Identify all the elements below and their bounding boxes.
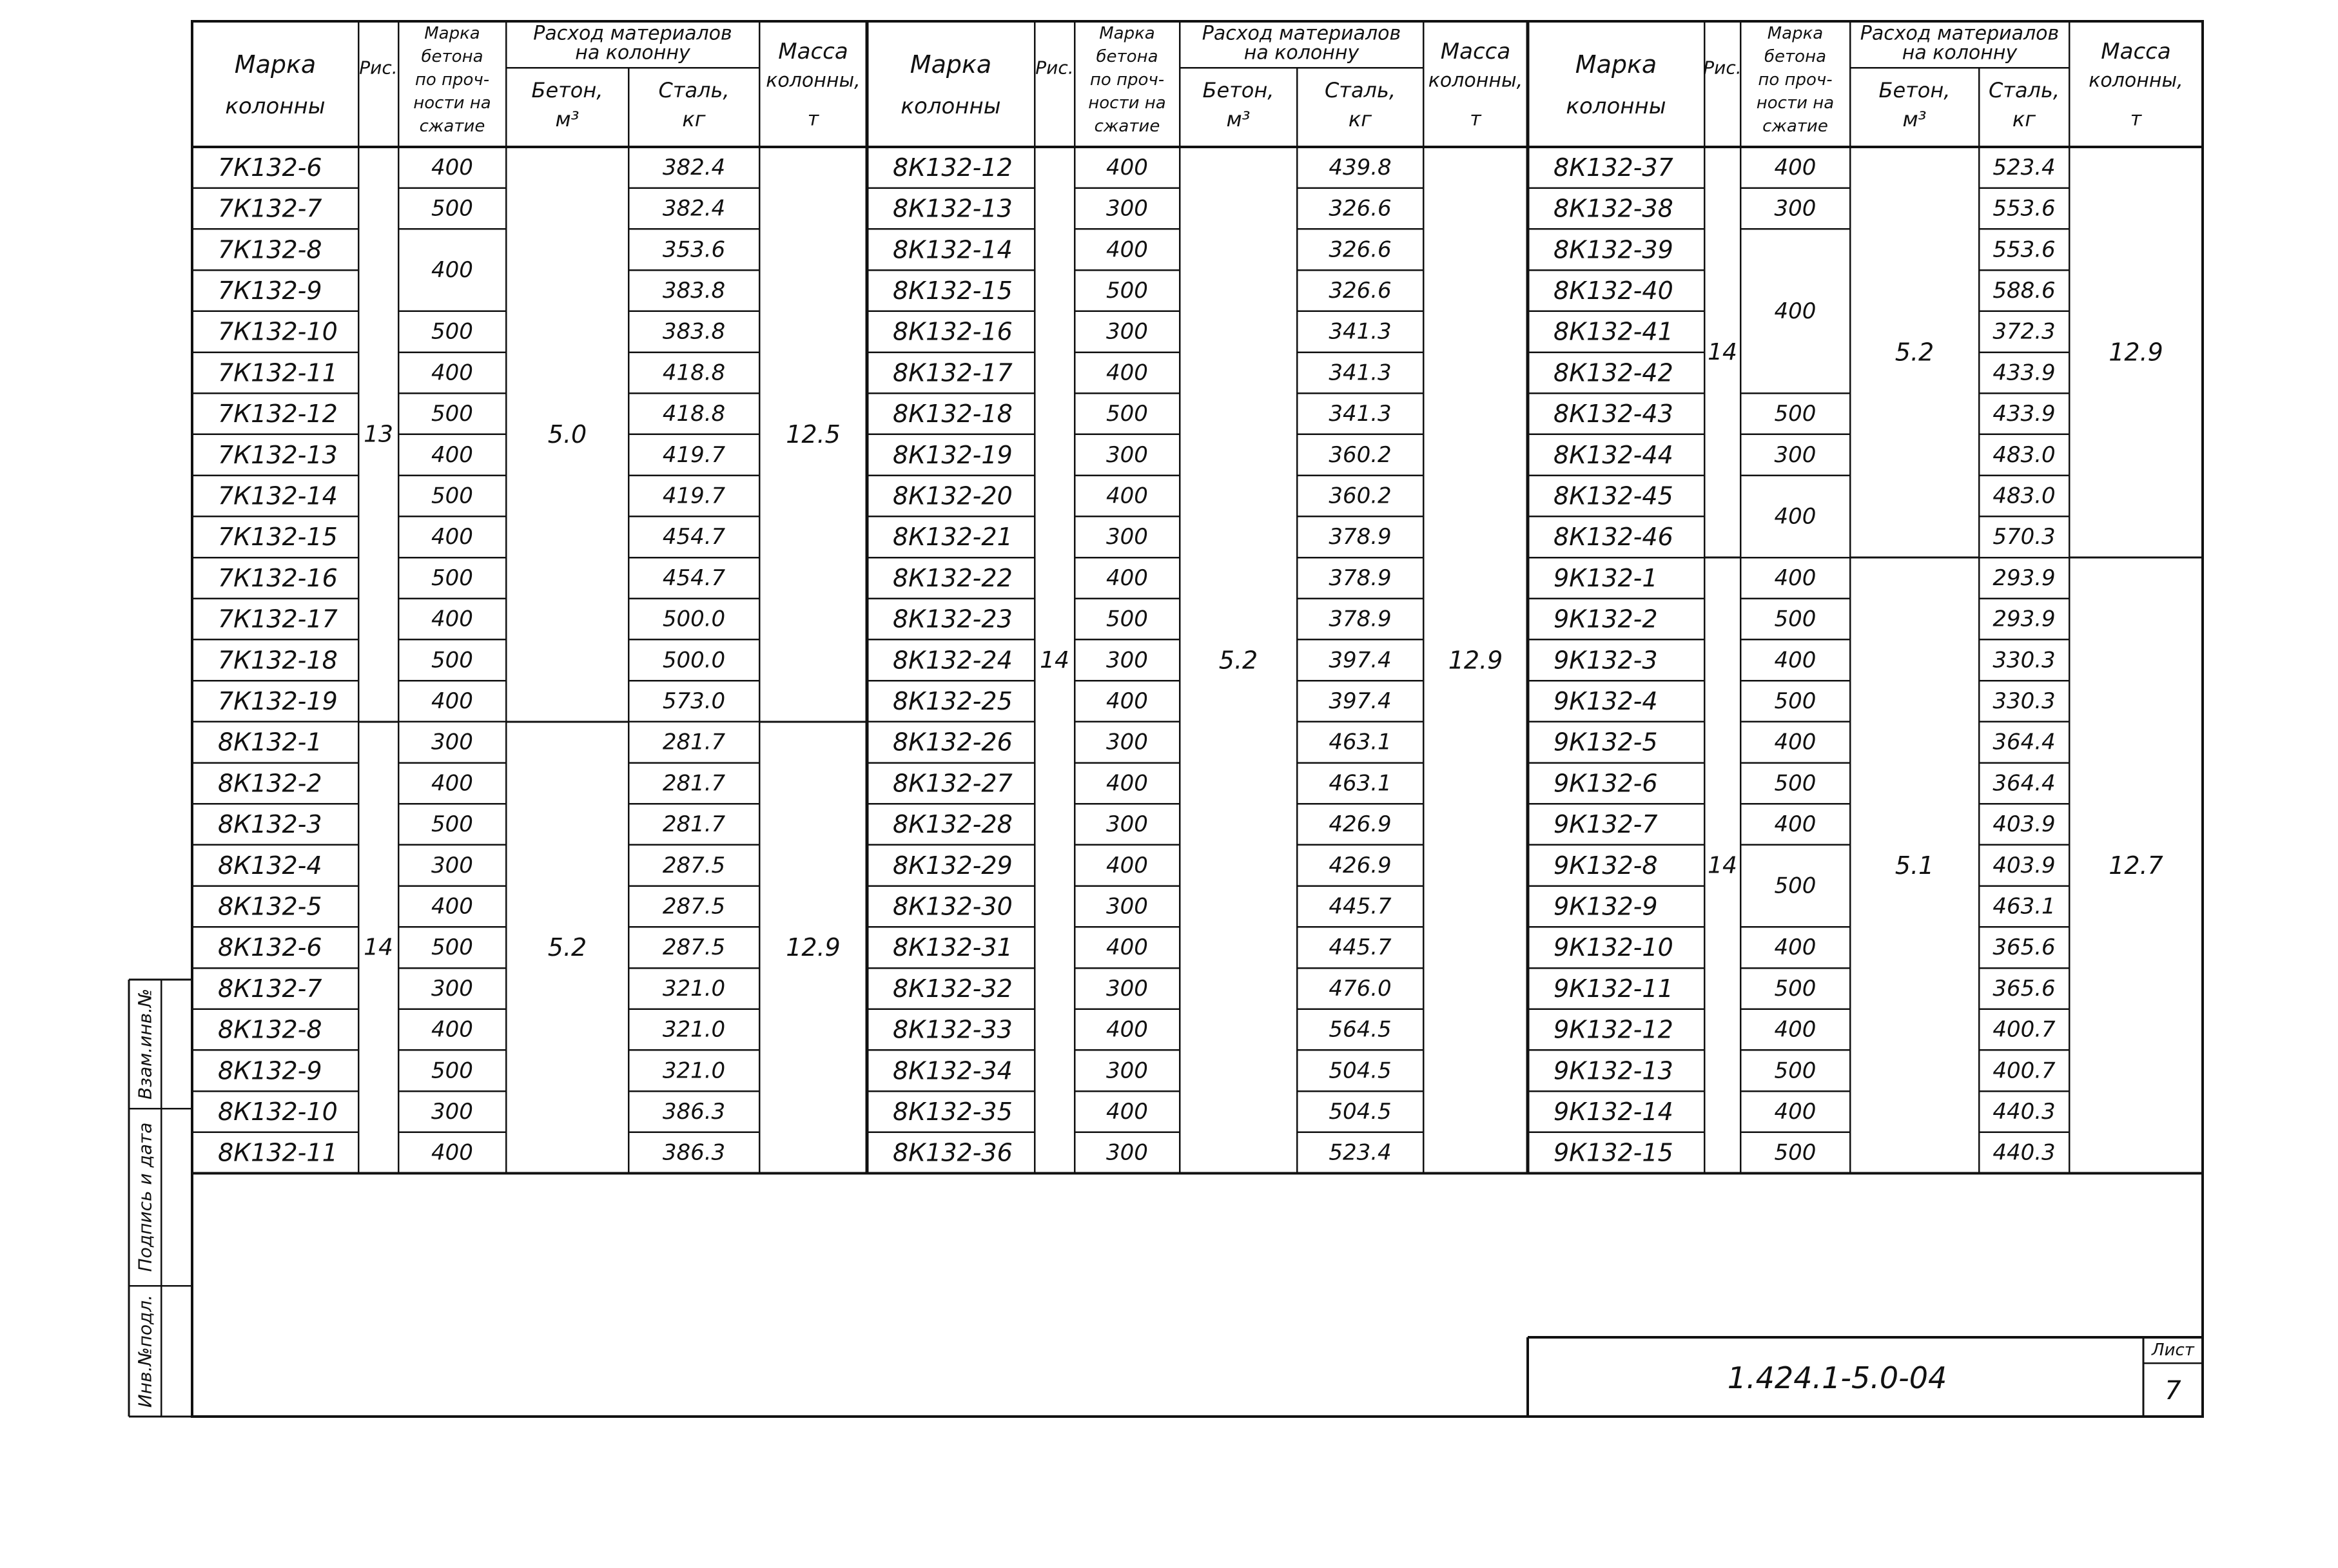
column-mark: 7К132-9	[218, 276, 322, 305]
steel-consumption: 426.9	[1329, 811, 1392, 838]
column-mark: 8К132-41	[1554, 317, 1673, 346]
side-stamp-label: Инв.№подл.	[134, 1294, 156, 1408]
header-steel-label: Сталь,	[658, 78, 730, 102]
steel-consumption: 523.4	[1329, 1139, 1392, 1166]
sheet-frame	[192, 21, 2203, 1417]
header-concrete-label: Бетон,	[1202, 78, 1274, 102]
concrete-grade: 400	[1774, 934, 1817, 961]
concrete-grade: 300	[1106, 729, 1148, 755]
header-grade-label: сжатие	[419, 117, 485, 136]
column-mark: 8К132-19	[893, 440, 1013, 469]
steel-consumption: 400.7	[1992, 1016, 2056, 1043]
concrete-grade: 300	[1106, 441, 1148, 468]
column-mark: 9К132-12	[1554, 1015, 1673, 1044]
header-concrete-label: м³	[555, 107, 580, 131]
steel-consumption: 463.1	[1329, 729, 1392, 755]
concrete-grade: 400	[431, 360, 473, 386]
concrete-grade: 300	[1106, 195, 1148, 222]
column-mark: 8К132-45	[1554, 481, 1673, 510]
concrete-grade: 300	[1106, 647, 1148, 673]
side-stamp-label: Подпись и дата	[134, 1122, 156, 1272]
steel-consumption: 419.7	[662, 441, 726, 468]
column-mark: 8К132-5	[218, 892, 322, 921]
steel-consumption: 383.8	[662, 277, 726, 304]
steel-consumption: 378.9	[1329, 606, 1392, 632]
concrete-grade: 500	[431, 811, 473, 838]
header-grade-label: сжатие	[1762, 117, 1828, 136]
column-mark: 9К132-5	[1554, 728, 1658, 757]
steel-consumption: 293.9	[1992, 606, 2056, 632]
header-steel-label: Сталь,	[1988, 78, 2060, 102]
header-grade-label: Марка	[1767, 24, 1824, 43]
header-mass-label: колонны,	[1428, 69, 1523, 92]
concrete-grade: 300	[1106, 893, 1148, 920]
column-mark: 7К132-14	[218, 481, 338, 510]
steel-consumption: 360.2	[1329, 483, 1392, 509]
column-mark: 9К132-6	[1554, 769, 1658, 798]
steel-consumption: 353.6	[662, 237, 726, 263]
header-mark-label: Марка	[1575, 50, 1657, 79]
concrete-grade: 300	[431, 852, 473, 878]
concrete-grade: 300	[1106, 1139, 1148, 1166]
header-grade-label: Марка	[424, 24, 480, 43]
column-mark: 8К132-39	[1554, 235, 1673, 264]
concrete-grade: 500	[1106, 277, 1148, 304]
column-mark: 9К132-7	[1554, 810, 1658, 839]
concrete-grade: 400	[431, 1139, 473, 1166]
header-steel-label: кг	[2012, 107, 2036, 131]
steel-consumption: 386.3	[662, 1098, 726, 1125]
column-mark: 8К132-20	[893, 481, 1013, 510]
concrete-grade: 500	[1774, 1139, 1817, 1166]
column-mark: 8К132-11	[218, 1138, 338, 1167]
concrete-grade: 400	[431, 154, 473, 180]
steel-consumption: 454.7	[662, 565, 726, 591]
column-mark: 8К132-1	[218, 728, 322, 757]
steel-consumption: 378.9	[1329, 565, 1392, 591]
column-mark: 7К132-12	[218, 400, 338, 429]
concrete-grade: 500	[431, 195, 473, 222]
steel-consumption: 454.7	[662, 524, 726, 550]
header-mass-label: колонны,	[766, 69, 861, 92]
header-concrete-label: м³	[1226, 107, 1251, 131]
concrete-grade: 400	[1106, 934, 1148, 961]
header-grade-label: по проч-	[1089, 70, 1165, 90]
column-mark: 8К132-37	[1554, 153, 1673, 182]
header-consumption-label: на колонну	[1902, 41, 2018, 64]
concrete-grade: 400	[1774, 154, 1817, 180]
steel-consumption: 445.7	[1329, 934, 1392, 961]
concrete-grade: 400	[431, 688, 473, 714]
steel-consumption: 553.6	[1992, 237, 2056, 263]
steel-consumption: 564.5	[1329, 1016, 1392, 1043]
column-mark: 8К132-46	[1554, 523, 1673, 552]
steel-consumption: 326.6	[1329, 277, 1392, 304]
header-grade-label: бетона	[1764, 47, 1827, 66]
concrete-grade: 400	[1774, 1098, 1817, 1125]
steel-consumption: 382.4	[662, 195, 726, 222]
header-mark-label: Марка	[234, 50, 317, 79]
concrete-volume: 5.0	[547, 420, 587, 449]
column-mark: 8К132-12	[893, 153, 1013, 182]
concrete-grade: 300	[431, 1098, 473, 1125]
column-mark: 8К132-44	[1554, 440, 1673, 469]
figure-number: 14	[1708, 339, 1737, 365]
sheet-number: 7	[2165, 1376, 2181, 1406]
steel-consumption: 383.8	[662, 318, 726, 345]
concrete-grade: 300	[1774, 195, 1817, 222]
header-mass-label: колонны,	[2089, 69, 2183, 92]
concrete-grade: 500	[1774, 975, 1817, 1002]
column-mass: 12.5	[786, 420, 841, 449]
concrete-volume: 5.2	[1895, 338, 1934, 367]
concrete-grade: 400	[431, 893, 473, 920]
header-mass-label: т	[807, 108, 819, 131]
steel-consumption: 418.8	[662, 401, 726, 427]
steel-consumption: 476.0	[1329, 975, 1392, 1002]
steel-consumption: 287.5	[662, 893, 726, 920]
concrete-volume: 5.1	[1895, 851, 1934, 880]
steel-consumption: 397.4	[1329, 647, 1392, 673]
document-code: 1.424.1-5.0-04	[1727, 1360, 1947, 1395]
column-mark: 8К132-31	[893, 933, 1013, 962]
concrete-grade: 500	[431, 318, 473, 345]
concrete-grade: 400	[1106, 852, 1148, 878]
figure-number: 14	[1708, 852, 1737, 879]
column-mark: 9К132-14	[1554, 1097, 1673, 1126]
steel-consumption: 326.6	[1329, 237, 1392, 263]
steel-consumption: 483.0	[1992, 441, 2056, 468]
column-mark: 8К132-3	[218, 810, 322, 839]
concrete-grade: 500	[431, 1058, 473, 1084]
column-mark: 9К132-13	[1554, 1056, 1673, 1085]
steel-consumption: 378.9	[1329, 524, 1392, 550]
column-mark: 8К132-42	[1554, 358, 1673, 387]
column-mass: 12.9	[1448, 646, 1503, 675]
column-mark: 8К132-21	[893, 523, 1013, 552]
concrete-grade: 400	[1774, 811, 1817, 838]
column-mark: 7К132-16	[218, 563, 338, 592]
steel-consumption: 504.5	[1329, 1098, 1392, 1125]
concrete-grade: 300	[1106, 1058, 1148, 1084]
header-fig-label: Рис.	[1035, 57, 1074, 79]
steel-consumption: 341.3	[1329, 360, 1392, 386]
steel-consumption: 573.0	[662, 688, 726, 714]
column-mass: 12.9	[786, 933, 841, 962]
header-grade-label: по проч-	[1758, 70, 1833, 90]
steel-consumption: 400.7	[1992, 1058, 2056, 1084]
header-mark-label: колонны	[901, 93, 1001, 119]
column-mark: 9К132-9	[1554, 892, 1658, 921]
concrete-grade: 500	[431, 647, 473, 673]
column-mark: 9К132-8	[1554, 851, 1658, 880]
steel-consumption: 523.4	[1992, 154, 2056, 180]
side-stamp-label: Взам.инв.№	[134, 988, 156, 1100]
header-concrete-label: Бетон,	[1878, 78, 1951, 102]
column-mark: 8К132-4	[218, 851, 322, 880]
column-mark: 7К132-13	[218, 440, 338, 469]
column-mark: 8К132-28	[893, 810, 1013, 839]
concrete-volume: 5.2	[547, 933, 587, 962]
steel-consumption: 397.4	[1329, 688, 1392, 714]
column-mark: 8К132-14	[893, 235, 1013, 264]
concrete-grade: 500	[431, 483, 473, 509]
steel-consumption: 330.3	[1992, 688, 2056, 714]
concrete-grade: 500	[1106, 401, 1148, 427]
header-fig-label: Рис.	[1703, 57, 1742, 79]
concrete-grade: 500	[1106, 606, 1148, 632]
column-mark: 9К132-15	[1554, 1138, 1673, 1167]
steel-consumption: 330.3	[1992, 647, 2056, 673]
concrete-grade: 400	[1106, 237, 1148, 263]
steel-consumption: 440.3	[1992, 1098, 2056, 1125]
steel-consumption: 433.9	[1992, 401, 2056, 427]
header-mass-label: т	[2130, 108, 2142, 131]
steel-consumption: 364.4	[1992, 770, 2056, 797]
steel-consumption: 500.0	[662, 606, 726, 632]
concrete-grade: 500	[1774, 1058, 1817, 1084]
steel-consumption: 341.3	[1329, 318, 1392, 345]
steel-consumption: 321.0	[662, 1016, 726, 1043]
header-mass-label: Масса	[1440, 39, 1511, 64]
header-grade-label: ности на	[413, 93, 491, 113]
header-mark-label: колонны	[1566, 93, 1666, 119]
column-mark: 8К132-22	[893, 563, 1013, 592]
steel-consumption: 326.6	[1329, 195, 1392, 222]
steel-consumption: 500.0	[662, 647, 726, 673]
header-mass-label: Масса	[2101, 39, 2171, 64]
figure-number: 14	[1040, 646, 1069, 673]
column-mark: 8К132-29	[893, 851, 1013, 880]
header-grade-label: бетона	[1096, 47, 1158, 66]
column-mark: 7К132-10	[218, 317, 338, 346]
concrete-grade: 400	[431, 770, 473, 797]
column-mark: 8К132-9	[218, 1056, 322, 1085]
column-mass: 12.7	[2109, 851, 2163, 880]
concrete-volume: 5.2	[1218, 646, 1258, 675]
column-mark: 8К132-34	[893, 1056, 1013, 1085]
column-mark: 8К132-25	[893, 686, 1013, 715]
column-mark: 8К132-10	[218, 1097, 338, 1126]
concrete-grade: 500	[431, 934, 473, 961]
concrete-grade: 400	[431, 606, 473, 632]
concrete-grade: 400	[1106, 360, 1148, 386]
header-mass-label: т	[1470, 108, 1481, 131]
header-grade-label: сжатие	[1094, 117, 1160, 136]
concrete-grade: 400	[431, 524, 473, 550]
column-mark: 8К132-26	[893, 728, 1013, 757]
concrete-grade: 300	[1106, 811, 1148, 838]
concrete-grade: 400	[1106, 565, 1148, 591]
header-consumption-label: Расход материалов	[1202, 22, 1401, 45]
column-mark: 8К132-27	[893, 769, 1013, 798]
figure-number: 14	[364, 934, 393, 961]
column-mark: 8К132-30	[893, 892, 1013, 921]
concrete-grade: 400	[1774, 298, 1817, 324]
steel-consumption: 386.3	[662, 1139, 726, 1166]
column-mark: 8К132-43	[1554, 400, 1673, 429]
concrete-grade: 400	[1774, 503, 1817, 530]
concrete-grade: 400	[431, 257, 473, 284]
concrete-grade: 500	[1774, 401, 1817, 427]
steel-consumption: 293.9	[1992, 565, 2056, 591]
steel-consumption: 426.9	[1329, 852, 1392, 878]
column-mark: 8К132-16	[893, 317, 1013, 346]
header-grade-label: ности на	[1088, 93, 1166, 113]
concrete-grade: 500	[1774, 606, 1817, 632]
column-mark: 7К132-6	[218, 153, 322, 182]
column-mark: 8К132-17	[893, 358, 1013, 387]
steel-consumption: 463.1	[1329, 770, 1392, 797]
concrete-grade: 400	[1106, 1098, 1148, 1125]
column-mark: 9К132-10	[1554, 933, 1673, 962]
steel-consumption: 553.6	[1992, 195, 2056, 222]
column-mark: 8К132-24	[893, 646, 1013, 675]
header-grade-label: Марка	[1099, 24, 1155, 43]
steel-consumption: 372.3	[1992, 318, 2056, 345]
column-mark: 9К132-2	[1554, 605, 1658, 634]
column-mark: 8К132-18	[893, 400, 1013, 429]
steel-consumption: 419.7	[662, 483, 726, 509]
header-consumption-label: Расход материалов	[1860, 22, 2060, 45]
steel-consumption: 341.3	[1329, 401, 1392, 427]
column-mark: 8К132-13	[893, 194, 1013, 223]
steel-consumption: 365.6	[1992, 975, 2056, 1002]
header-steel-label: кг	[1348, 107, 1372, 131]
concrete-grade: 400	[1106, 1016, 1148, 1043]
steel-consumption: 321.0	[662, 1058, 726, 1084]
steel-consumption: 287.5	[662, 934, 726, 961]
steel-consumption: 440.3	[1992, 1139, 2056, 1166]
header-mass-label: Масса	[778, 39, 848, 64]
steel-consumption: 403.9	[1992, 852, 2056, 878]
steel-consumption: 281.7	[662, 770, 726, 797]
steel-consumption: 439.8	[1329, 154, 1392, 180]
concrete-grade: 500	[431, 401, 473, 427]
concrete-grade: 400	[431, 1016, 473, 1043]
header-grade-label: бетона	[421, 47, 483, 66]
column-mark: 9К132-4	[1554, 686, 1658, 715]
header-steel-label: кг	[682, 107, 706, 131]
steel-consumption: 433.9	[1992, 360, 2056, 386]
concrete-grade: 400	[1106, 483, 1148, 509]
concrete-grade: 300	[431, 975, 473, 1002]
column-mark: 8К132-8	[218, 1015, 322, 1044]
steel-consumption: 360.2	[1329, 441, 1392, 468]
column-mark: 7К132-19	[218, 686, 338, 715]
column-mark: 9К132-3	[1554, 646, 1658, 675]
column-mark: 8К132-40	[1554, 276, 1673, 305]
concrete-grade: 500	[1774, 770, 1817, 797]
concrete-grade: 400	[1774, 647, 1817, 673]
header-fig-label: Рис.	[359, 57, 398, 79]
header-concrete-label: м³	[1902, 107, 1927, 131]
column-mark: 7К132-18	[218, 646, 338, 675]
header-consumption-label: на колонну	[1243, 41, 1359, 64]
header-grade-label: ности на	[1756, 93, 1835, 113]
column-mark: 9К132-11	[1554, 974, 1673, 1003]
steel-consumption: 463.1	[1992, 893, 2056, 920]
header-mark-label: колонны	[225, 93, 326, 119]
column-mark: 8К132-33	[893, 1015, 1013, 1044]
figure-number: 13	[364, 421, 393, 448]
column-mark: 9К132-1	[1554, 563, 1658, 592]
column-mark: 8К132-23	[893, 605, 1013, 634]
column-mark: 7К132-17	[218, 605, 338, 634]
column-mass: 12.9	[2109, 338, 2163, 367]
sheet-label: Лист	[2152, 1341, 2194, 1360]
column-mark: 7К132-15	[218, 523, 338, 552]
concrete-grade: 500	[1774, 873, 1817, 899]
concrete-grade: 300	[1774, 441, 1817, 468]
steel-consumption: 483.0	[1992, 483, 2056, 509]
concrete-grade: 400	[1106, 770, 1148, 797]
concrete-grade: 400	[1774, 1016, 1817, 1043]
concrete-grade: 400	[1774, 729, 1817, 755]
column-mark: 8К132-6	[218, 933, 322, 962]
steel-consumption: 588.6	[1992, 277, 2056, 304]
column-mark: 8К132-7	[218, 974, 322, 1003]
steel-consumption: 382.4	[662, 154, 726, 180]
column-mark: 7К132-8	[218, 235, 322, 264]
column-mark: 8К132-32	[893, 974, 1013, 1003]
concrete-grade: 400	[1774, 565, 1817, 591]
steel-consumption: 445.7	[1329, 893, 1392, 920]
concrete-grade: 300	[1106, 524, 1148, 550]
concrete-grade: 500	[431, 565, 473, 591]
steel-consumption: 365.6	[1992, 934, 2056, 961]
concrete-grade: 400	[431, 441, 473, 468]
column-mark: 7К132-11	[218, 358, 338, 387]
steel-consumption: 570.3	[1992, 524, 2056, 550]
concrete-grade: 400	[1106, 688, 1148, 714]
concrete-grade: 300	[1106, 318, 1148, 345]
steel-consumption: 364.4	[1992, 729, 2056, 755]
header-grade-label: по проч-	[414, 70, 490, 90]
concrete-grade: 300	[431, 729, 473, 755]
steel-consumption: 418.8	[662, 360, 726, 386]
concrete-grade: 300	[1106, 975, 1148, 1002]
concrete-grade: 400	[1106, 154, 1148, 180]
steel-consumption: 504.5	[1329, 1058, 1392, 1084]
column-mark: 8К132-2	[218, 769, 322, 798]
concrete-grade: 500	[1774, 688, 1817, 714]
header-concrete-label: Бетон,	[531, 78, 603, 102]
column-mark: 8К132-38	[1554, 194, 1673, 223]
steel-consumption: 281.7	[662, 729, 726, 755]
column-mark: 7К132-7	[218, 194, 322, 223]
steel-consumption: 287.5	[662, 852, 726, 878]
column-mark: 8К132-36	[893, 1138, 1013, 1167]
column-mark: 8К132-35	[893, 1097, 1013, 1126]
steel-consumption: 321.0	[662, 975, 726, 1002]
steel-consumption: 281.7	[662, 811, 726, 838]
header-mark-label: Марка	[910, 50, 992, 79]
header-consumption-label: Расход материалов	[533, 22, 732, 45]
header-consumption-label: на колонну	[575, 41, 690, 64]
header-steel-label: Сталь,	[1324, 78, 1396, 102]
steel-consumption: 403.9	[1992, 811, 2056, 838]
column-mark: 8К132-15	[893, 276, 1013, 305]
